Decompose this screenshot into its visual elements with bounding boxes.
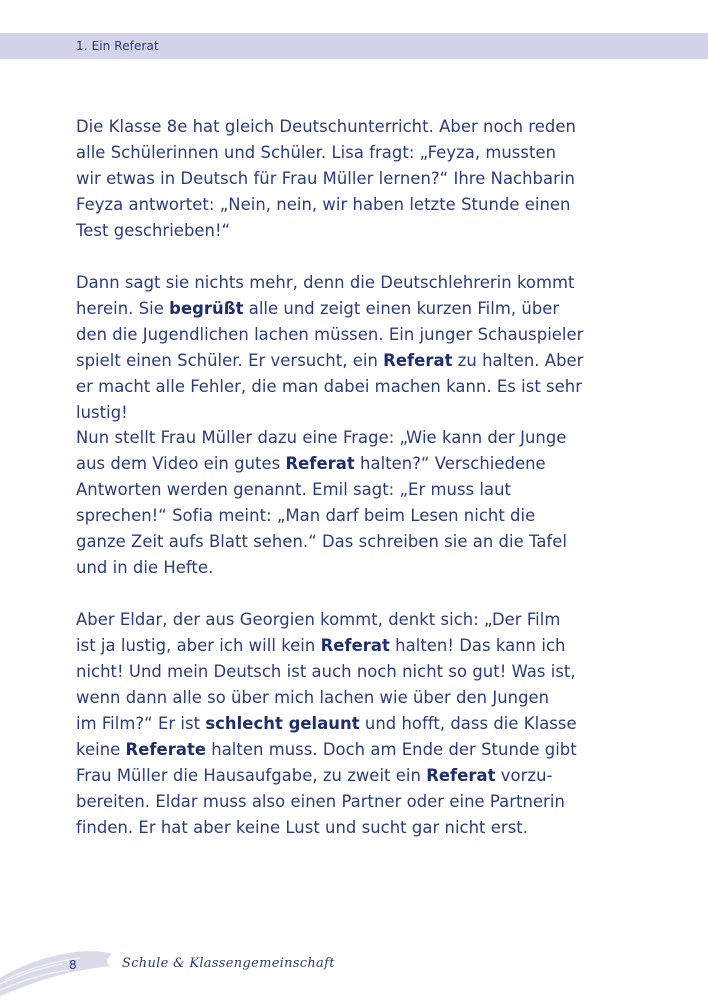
text-line bbox=[76, 166, 576, 192]
text-segment: zu halten. Aber bbox=[452, 350, 584, 370]
text-line bbox=[76, 711, 576, 737]
text-line bbox=[76, 374, 583, 400]
text-segment: Aber Eldar, der aus Georgien kommt, denkt sich: „Der Film bbox=[76, 610, 561, 630]
text-segment: ganze Zeit aufs Blatt sehen.“ Das schreiben sie an die Tafel bbox=[76, 532, 567, 552]
text-segment: aus dem Video ein gutes bbox=[76, 454, 286, 474]
text-line bbox=[76, 737, 576, 763]
text-segment: im Film?“ Er ist bbox=[76, 714, 206, 734]
story-text bbox=[76, 114, 584, 841]
text-segment: Antworten werden genannt. Emil sagt: „Er muss laut bbox=[76, 480, 512, 500]
text-line bbox=[76, 685, 576, 711]
text-segment: halten! Das kann ich bbox=[389, 636, 566, 656]
text-segment: lustig! bbox=[76, 402, 128, 422]
text-line bbox=[76, 270, 576, 296]
highlighted-keyword: Referate bbox=[125, 739, 207, 759]
text-segment: Feyza antwortet: „Nein, nein, wir haben letzte Stunde einen bbox=[76, 194, 571, 214]
highlighted-keyword: Referat bbox=[285, 454, 355, 474]
paragraph bbox=[76, 270, 584, 581]
text-line bbox=[76, 763, 576, 789]
page-number: 8 bbox=[69, 958, 77, 972]
paragraph-gap bbox=[76, 244, 576, 271]
text-segment: bereiten. Eldar muss also einen Partner oder eine Partnerin bbox=[76, 791, 565, 811]
paragraph-gap bbox=[76, 581, 576, 608]
text-segment: alle und zeigt einen kurzen Film, über bbox=[243, 298, 560, 318]
highlighted-keyword: Referat bbox=[383, 350, 453, 370]
text-line bbox=[76, 114, 576, 140]
text-segment: er macht alle Fehler, die man dabei machen kann. Es ist sehr bbox=[76, 376, 583, 396]
text-line bbox=[76, 607, 576, 633]
text-segment: alle Schülerinnen und Schüler. Lisa fragt: „Feyza, mussten bbox=[76, 142, 557, 162]
text-segment: vorzu- bbox=[495, 765, 553, 785]
page-footer bbox=[0, 940, 708, 1000]
text-segment: nicht! Und mein Deutsch ist auch noch nicht so gut! Was ist, bbox=[76, 662, 576, 682]
text-line bbox=[76, 529, 576, 555]
highlighted-keyword: begrüßt bbox=[169, 298, 244, 318]
text-line bbox=[76, 789, 576, 815]
text-segment: Dann sagt sie nichts mehr, denn die Deutschlehrerin kommt bbox=[76, 273, 575, 293]
section-title: 1. Ein Referat bbox=[76, 39, 159, 53]
text-line bbox=[76, 348, 584, 374]
text-segment: finden. Er hat aber keine Lust und sucht gar nicht erst. bbox=[76, 817, 529, 837]
text-line bbox=[76, 451, 576, 477]
brush-stroke-decoration bbox=[0, 940, 120, 1000]
text-line bbox=[76, 296, 576, 322]
text-line bbox=[76, 218, 576, 244]
text-line bbox=[76, 555, 576, 581]
text-segment: Test geschrieben!“ bbox=[76, 220, 231, 240]
text-segment: halten muss. Doch am Ende der Stunde gibt bbox=[206, 739, 577, 759]
text-segment: keine bbox=[76, 739, 126, 759]
text-segment: Die Klasse 8e hat gleich Deutschunterricht. Aber noch reden bbox=[76, 117, 576, 136]
text-line bbox=[76, 322, 584, 348]
text-line bbox=[76, 400, 576, 426]
text-segment: spielt einen Schüler. Er versucht, ein bbox=[76, 350, 384, 370]
text-segment: ist ja lustig, aber ich will kein bbox=[76, 636, 321, 656]
text-line bbox=[76, 815, 576, 841]
paragraph bbox=[76, 114, 576, 244]
chapter-title: Schule & Klassengemeinschaft bbox=[122, 956, 335, 971]
text-segment: wir etwas in Deutsch für Frau Müller lernen?“ Ihre Nachbarin bbox=[76, 168, 575, 188]
text-segment: und hofft, dass die Klasse bbox=[359, 714, 577, 734]
text-line bbox=[76, 140, 576, 166]
highlighted-keyword: schlecht gelaunt bbox=[205, 714, 360, 734]
text-segment: herein. Sie bbox=[76, 298, 170, 318]
text-line bbox=[76, 503, 576, 529]
text-line bbox=[76, 425, 576, 451]
text-line bbox=[76, 477, 576, 503]
paragraph bbox=[76, 607, 576, 840]
text-segment: den die Jugendlichen lachen müssen. Ein junger Schauspieler bbox=[76, 324, 584, 344]
text-line bbox=[76, 659, 576, 685]
text-segment: sprechen!“ Sofia meint: „Man darf beim Lesen nicht die bbox=[76, 506, 536, 526]
text-line bbox=[76, 192, 576, 218]
text-segment: und in die Hefte. bbox=[76, 558, 214, 577]
text-segment: Frau Müller die Hausaufgabe, zu zweit ein bbox=[76, 765, 427, 785]
highlighted-keyword: Referat bbox=[426, 765, 496, 785]
section-header-bar bbox=[0, 33, 708, 59]
text-segment: Nun stellt Frau Müller dazu eine Frage: „Wie kann der Junge bbox=[76, 428, 567, 448]
text-segment: wenn dann alle so über mich lachen wie über den Jungen bbox=[76, 688, 550, 708]
text-line bbox=[76, 633, 576, 659]
highlighted-keyword: Referat bbox=[320, 636, 390, 656]
text-segment: halten?“ Verschiedene bbox=[354, 454, 546, 474]
